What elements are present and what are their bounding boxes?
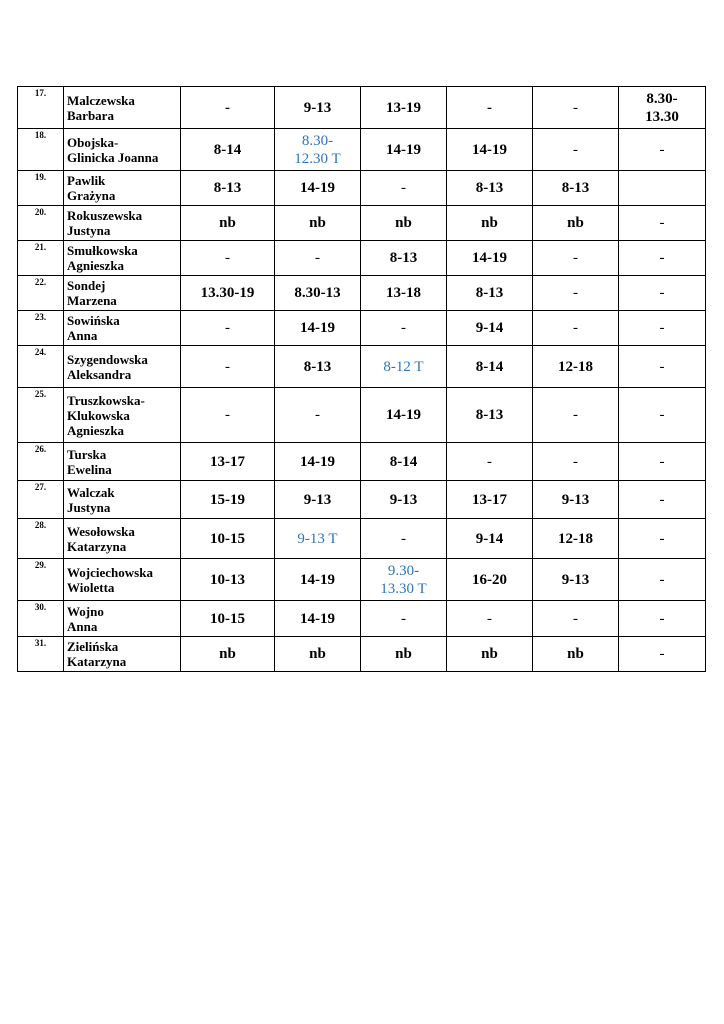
schedule-cell: - bbox=[533, 443, 619, 481]
schedule-cell: - bbox=[533, 276, 619, 311]
schedule-cell: 9.30- 13.30 T bbox=[361, 559, 447, 601]
schedule-cell: nb bbox=[447, 637, 533, 672]
schedule-cell: 14-19 bbox=[447, 241, 533, 276]
employee-name: Sowińska Anna bbox=[64, 311, 181, 346]
schedule-cell: 8-14 bbox=[447, 346, 533, 388]
schedule-cell: 9-13 bbox=[533, 559, 619, 601]
schedule-cell: 8-13 bbox=[275, 346, 361, 388]
schedule-cell: 14-19 bbox=[275, 311, 361, 346]
employee-name: Szygendowska Aleksandra bbox=[64, 346, 181, 388]
schedule-cell: 9-13 bbox=[275, 481, 361, 519]
schedule-cell: - bbox=[361, 519, 447, 559]
schedule-cell: 8-14 bbox=[361, 443, 447, 481]
table-row bbox=[18, 276, 706, 311]
schedule-cell: - bbox=[619, 443, 706, 481]
row-number: 27. bbox=[18, 481, 64, 519]
schedule-cell: - bbox=[619, 129, 706, 171]
schedule-cell: - bbox=[533, 129, 619, 171]
employee-name: Zielińska Katarzyna bbox=[64, 637, 181, 672]
schedule-cell: - bbox=[361, 171, 447, 206]
employee-name: Truszkowska- Klukowska Agnieszka bbox=[64, 388, 181, 443]
schedule-cell: - bbox=[619, 637, 706, 672]
schedule-cell: 9-14 bbox=[447, 519, 533, 559]
row-number: 25. bbox=[18, 388, 64, 443]
schedule-cell: - bbox=[619, 388, 706, 443]
schedule-cell: 15-19 bbox=[181, 481, 275, 519]
schedule-cell: - bbox=[447, 601, 533, 637]
employee-name: Smułkowska Agnieszka bbox=[64, 241, 181, 276]
schedule-cell: 10-15 bbox=[181, 601, 275, 637]
schedule-cell: - bbox=[619, 559, 706, 601]
table-row bbox=[18, 346, 706, 388]
schedule-cell: - bbox=[619, 206, 706, 241]
schedule-cell: - bbox=[533, 311, 619, 346]
table-row bbox=[18, 171, 706, 206]
schedule-cell: - bbox=[447, 443, 533, 481]
table-row bbox=[18, 559, 706, 601]
schedule-cell: 13-18 bbox=[361, 276, 447, 311]
employee-name: Rokuszewska Justyna bbox=[64, 206, 181, 241]
employee-name: Obojska- Glinicka Joanna bbox=[64, 129, 181, 171]
schedule-cell: - bbox=[361, 311, 447, 346]
schedule-cell: nb bbox=[181, 206, 275, 241]
row-number: 19. bbox=[18, 171, 64, 206]
schedule-cell: - bbox=[619, 519, 706, 559]
schedule-cell: - bbox=[181, 346, 275, 388]
schedule-cell: 8.30- 12.30 T bbox=[275, 129, 361, 171]
schedule-body bbox=[18, 87, 706, 672]
schedule-cell: 8-12 T bbox=[361, 346, 447, 388]
row-number: 20. bbox=[18, 206, 64, 241]
schedule-cell: 9-14 bbox=[447, 311, 533, 346]
schedule-cell: - bbox=[181, 311, 275, 346]
schedule-cell: - bbox=[533, 87, 619, 129]
table-row bbox=[18, 519, 706, 559]
schedule-cell: - bbox=[181, 87, 275, 129]
schedule-cell: - bbox=[275, 241, 361, 276]
schedule-cell: 8.30- 13.30 bbox=[619, 87, 706, 129]
schedule-cell: 12-18 bbox=[533, 519, 619, 559]
schedule-cell: nb bbox=[533, 637, 619, 672]
table-row bbox=[18, 481, 706, 519]
schedule-cell: 13-19 bbox=[361, 87, 447, 129]
row-number: 28. bbox=[18, 519, 64, 559]
schedule-cell: 8-14 bbox=[181, 129, 275, 171]
schedule-cell: 8-13 bbox=[447, 171, 533, 206]
table-row bbox=[18, 637, 706, 672]
schedule-cell: nb bbox=[361, 206, 447, 241]
schedule-cell: nb bbox=[361, 637, 447, 672]
employee-name: Turska Ewelina bbox=[64, 443, 181, 481]
schedule-cell: 13.30-19 bbox=[181, 276, 275, 311]
schedule-cell: 14-19 bbox=[275, 443, 361, 481]
schedule-cell: - bbox=[181, 388, 275, 443]
schedule-cell: 8-13 bbox=[533, 171, 619, 206]
schedule-cell: 14-19 bbox=[361, 129, 447, 171]
table-row bbox=[18, 241, 706, 276]
schedule-cell: - bbox=[619, 241, 706, 276]
schedule-cell: - bbox=[619, 601, 706, 637]
schedule-cell: 10-13 bbox=[181, 559, 275, 601]
table-row bbox=[18, 601, 706, 637]
schedule-cell: 14-19 bbox=[275, 601, 361, 637]
table-row bbox=[18, 443, 706, 481]
employee-name: Pawlik Grażyna bbox=[64, 171, 181, 206]
row-number: 30. bbox=[18, 601, 64, 637]
schedule-cell: 9-13 T bbox=[275, 519, 361, 559]
row-number: 26. bbox=[18, 443, 64, 481]
schedule-cell: - bbox=[619, 481, 706, 519]
schedule-table bbox=[17, 86, 706, 672]
row-number: 29. bbox=[18, 559, 64, 601]
schedule-cell: - bbox=[275, 388, 361, 443]
schedule-cell: 12-18 bbox=[533, 346, 619, 388]
schedule-cell: 14-19 bbox=[275, 559, 361, 601]
row-number: 31. bbox=[18, 637, 64, 672]
table-row bbox=[18, 206, 706, 241]
schedule-cell: - bbox=[533, 241, 619, 276]
schedule-cell: 8-13 bbox=[447, 388, 533, 443]
schedule-cell: nb bbox=[275, 637, 361, 672]
schedule-cell: - bbox=[533, 388, 619, 443]
employee-name: Walczak Justyna bbox=[64, 481, 181, 519]
schedule-cell: - bbox=[619, 346, 706, 388]
table-row bbox=[18, 87, 706, 129]
schedule-cell: 16-20 bbox=[447, 559, 533, 601]
schedule-cell: nb bbox=[447, 206, 533, 241]
schedule-cell: nb bbox=[275, 206, 361, 241]
schedule-cell: nb bbox=[533, 206, 619, 241]
schedule-cell: 9-13 bbox=[533, 481, 619, 519]
employee-name: Wojno Anna bbox=[64, 601, 181, 637]
schedule-cell: - bbox=[361, 601, 447, 637]
row-number: 23. bbox=[18, 311, 64, 346]
schedule-cell: nb bbox=[181, 637, 275, 672]
employee-name: Malczewska Barbara bbox=[64, 87, 181, 129]
schedule-cell: 13-17 bbox=[181, 443, 275, 481]
employee-name: Sondej Marzena bbox=[64, 276, 181, 311]
schedule-cell: 9-13 bbox=[275, 87, 361, 129]
schedule-cell: - bbox=[533, 601, 619, 637]
employee-name: Wesołowska Katarzyna bbox=[64, 519, 181, 559]
row-number: 17. bbox=[18, 87, 64, 129]
schedule-cell bbox=[619, 171, 706, 206]
row-number: 21. bbox=[18, 241, 64, 276]
schedule-cell: 8.30-13 bbox=[275, 276, 361, 311]
employee-name: Wojciechowska Wioletta bbox=[64, 559, 181, 601]
schedule-cell: 14-19 bbox=[447, 129, 533, 171]
schedule-cell: 8-13 bbox=[361, 241, 447, 276]
row-number: 18. bbox=[18, 129, 64, 171]
schedule-cell: 14-19 bbox=[361, 388, 447, 443]
schedule-cell: 13-17 bbox=[447, 481, 533, 519]
schedule-cell: - bbox=[619, 311, 706, 346]
schedule-cell: - bbox=[181, 241, 275, 276]
row-number: 22. bbox=[18, 276, 64, 311]
schedule-cell: - bbox=[447, 87, 533, 129]
row-number: 24. bbox=[18, 346, 64, 388]
table-row bbox=[18, 129, 706, 171]
schedule-cell: 8-13 bbox=[181, 171, 275, 206]
table-row bbox=[18, 388, 706, 443]
schedule-cell: 10-15 bbox=[181, 519, 275, 559]
schedule-cell: 14-19 bbox=[275, 171, 361, 206]
schedule-cell: 9-13 bbox=[361, 481, 447, 519]
schedule-cell: - bbox=[619, 276, 706, 311]
table-row bbox=[18, 311, 706, 346]
schedule-cell: 8-13 bbox=[447, 276, 533, 311]
